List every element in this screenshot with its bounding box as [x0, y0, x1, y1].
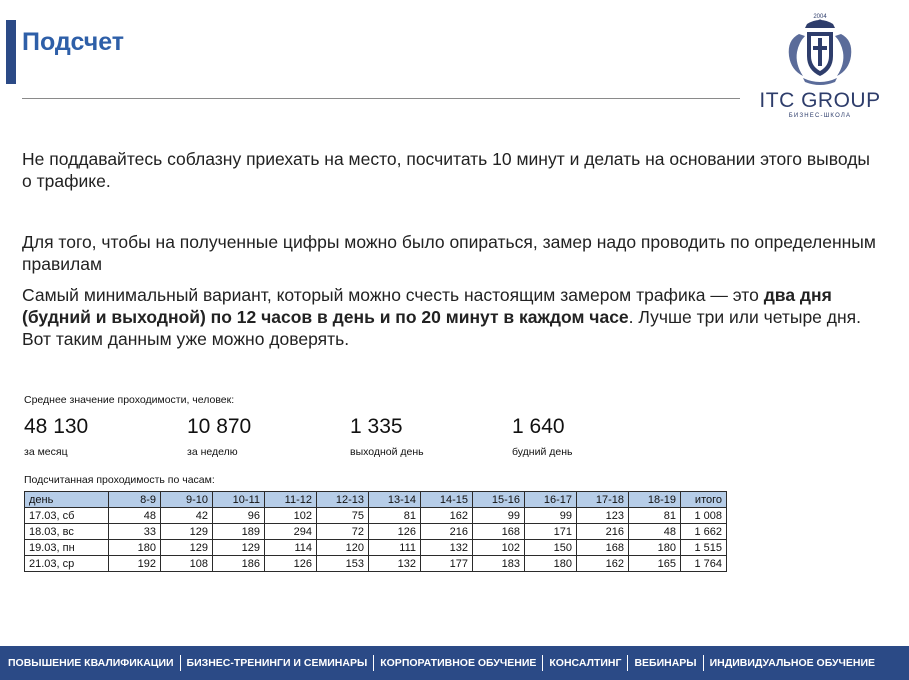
table-cell: 171	[525, 524, 577, 540]
footer-separator	[703, 655, 704, 671]
table-cell: 33	[109, 524, 161, 540]
table-cell: 216	[421, 524, 473, 540]
stats-title: Среднее значение проходимости, человек:	[24, 394, 235, 406]
logo-name: ITC GROUP	[759, 89, 881, 112]
column-header: день	[25, 492, 109, 508]
table-cell: 19.03, пн	[25, 540, 109, 556]
table-cell: 132	[369, 556, 421, 572]
table-cell: 108	[161, 556, 213, 572]
table-cell: 189	[213, 524, 265, 540]
footer-separator	[180, 655, 181, 671]
table-cell: 21.03, ср	[25, 556, 109, 572]
table-row	[25, 556, 727, 572]
footer-link-trainings[interactable]: БИЗНЕС-ТРЕНИНГИ И СЕМИНАРЫ	[186, 657, 368, 669]
table-cell: 81	[369, 508, 421, 524]
footer-link-qualification[interactable]: ПОВЫШЕНИЕ КВАЛИФИКАЦИИ	[8, 657, 174, 669]
table-cell: 162	[577, 556, 629, 572]
title-accent-bar	[6, 20, 16, 84]
logo-subtitle: БИЗНЕС-ШКОЛА	[788, 113, 852, 119]
stat-weekend-day	[350, 414, 424, 458]
table-cell: 129	[161, 524, 213, 540]
table-cell: 192	[109, 556, 161, 572]
stat-label: за неделю	[187, 446, 238, 458]
table-cell: 96	[213, 508, 265, 524]
minimum-paragraph	[22, 284, 884, 350]
table-cell: 180	[109, 540, 161, 556]
table-row	[25, 508, 727, 524]
column-header: 14-15	[421, 492, 473, 508]
table-cell: 168	[473, 524, 525, 540]
table-cell: 75	[317, 508, 369, 524]
table-cell: 180	[525, 556, 577, 572]
rules-paragraph: Для того, чтобы на полученные цифры можно было опираться, замер надо проводить по определенным правилам	[22, 232, 876, 274]
table-cell: 180	[629, 540, 681, 556]
table-cell: 168	[577, 540, 629, 556]
table-cell: 102	[265, 508, 317, 524]
column-header: 16-17	[525, 492, 577, 508]
table-cell: 126	[265, 556, 317, 572]
table-cell: 111	[369, 540, 421, 556]
header-divider	[22, 98, 740, 99]
footer-separator	[373, 655, 374, 671]
footer-separator	[627, 655, 628, 671]
table-cell: 162	[421, 508, 473, 524]
crest-icon	[777, 10, 863, 88]
hours-table	[24, 491, 727, 572]
stat-weekday	[512, 414, 573, 458]
column-header: итого	[681, 492, 727, 508]
footer-bar	[0, 646, 909, 680]
table-cell: 1 008	[681, 508, 727, 524]
intro-paragraph: Не поддавайтесь соблазну приехать на место, посчитать 10 минут и делать на основании этого выводы о трафике.	[22, 149, 870, 191]
table-cell: 132	[421, 540, 473, 556]
footer-link-consulting[interactable]: КОНСАЛТИНГ	[549, 657, 622, 669]
table-cell: 294	[265, 524, 317, 540]
table-cell: 177	[421, 556, 473, 572]
table-cell: 102	[473, 540, 525, 556]
table-cell: 153	[317, 556, 369, 572]
logo-year: 2004	[813, 14, 827, 20]
column-header: 17-18	[577, 492, 629, 508]
table-header-row	[25, 492, 727, 508]
table-cell: 81	[629, 508, 681, 524]
table-cell: 99	[525, 508, 577, 524]
column-header: 15-16	[473, 492, 525, 508]
table-cell: 48	[109, 508, 161, 524]
table-cell: 129	[213, 540, 265, 556]
minimum-paragraph-start: Самый минимальный вариант, который можно счесть настоящим замером трафика — это	[22, 285, 764, 305]
table-cell: 1 515	[681, 540, 727, 556]
table-cell: 114	[265, 540, 317, 556]
stat-value: 48 130	[24, 415, 89, 438]
column-header: 12-13	[317, 492, 369, 508]
minimum-paragraph-bold: два дня (будний и выходной) по 12 часов в день и по 20 минут в каждом часе	[22, 285, 832, 327]
hours-table-title: Подсчитанная проходимость по часам:	[24, 474, 215, 486]
column-header: 13-14	[369, 492, 421, 508]
stat-label: будний день	[512, 446, 573, 458]
table-cell: 216	[577, 524, 629, 540]
table-cell: 129	[161, 540, 213, 556]
stat-month	[24, 414, 88, 458]
itc-group-logo	[755, 10, 885, 128]
table-cell: 1 764	[681, 556, 727, 572]
table-cell: 150	[525, 540, 577, 556]
footer-link-webinars[interactable]: ВЕБИНАРЫ	[634, 657, 697, 669]
column-header: 11-12	[265, 492, 317, 508]
table-cell: 1 662	[681, 524, 727, 540]
table-cell: 186	[213, 556, 265, 572]
table-cell: 99	[473, 508, 525, 524]
table-row	[25, 540, 727, 556]
table-cell: 165	[629, 556, 681, 572]
column-header: 9-10	[161, 492, 213, 508]
column-header: 8-9	[109, 492, 161, 508]
minimum-paragraph-end: . Лучше три или четыре дня. Вот таким данным уже можно доверять.	[22, 307, 861, 349]
table-cell: 126	[369, 524, 421, 540]
table-row	[25, 524, 727, 540]
table-cell: 123	[577, 508, 629, 524]
stat-label: за месяц	[24, 446, 68, 458]
table-cell: 72	[317, 524, 369, 540]
table-cell: 120	[317, 540, 369, 556]
footer-link-individual[interactable]: ИНДИВИДУАЛЬНОЕ ОБУЧЕНИЕ	[709, 657, 876, 669]
table-cell: 17.03, сб	[25, 508, 109, 524]
table-cell: 183	[473, 556, 525, 572]
stat-value: 1 640	[512, 415, 565, 438]
footer-separator	[542, 655, 543, 671]
table-cell: 18.03, вс	[25, 524, 109, 540]
stat-value: 10 870	[187, 415, 252, 438]
table-cell: 42	[161, 508, 213, 524]
table-cell: 48	[629, 524, 681, 540]
stat-week	[187, 414, 251, 458]
page-title: Подсчет	[22, 28, 125, 56]
stat-label: выходной день	[350, 446, 424, 458]
stat-value: 1 335	[350, 415, 403, 438]
footer-link-corporate[interactable]: КОРПОРАТИВНОЕ ОБУЧЕНИЕ	[380, 657, 537, 669]
column-header: 10-11	[213, 492, 265, 508]
column-header: 18-19	[629, 492, 681, 508]
